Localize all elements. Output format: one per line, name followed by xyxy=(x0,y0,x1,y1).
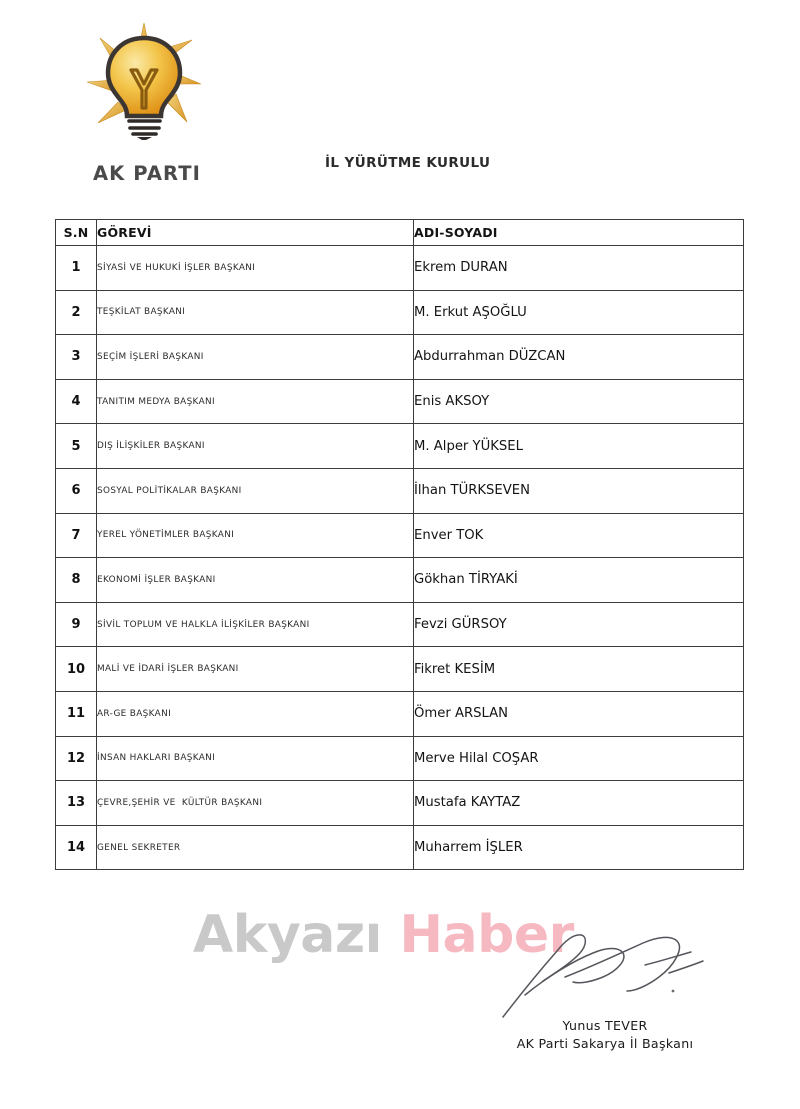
watermark-part-a: Akyazı xyxy=(193,905,400,965)
table-row xyxy=(56,825,744,870)
table-row xyxy=(56,513,744,558)
watermark-part-b: Haber xyxy=(399,905,574,965)
row-role: EKONOMİ İŞLER BAŞKANI xyxy=(97,558,414,603)
column-header-sn: S.N xyxy=(56,220,97,246)
lightbulb-icon xyxy=(84,22,204,140)
row-number: 6 xyxy=(56,468,97,513)
page-title: İL YÜRÜTME KURULU xyxy=(325,155,491,171)
row-role: MALİ VE İDARİ İŞLER BAŞKANI xyxy=(97,647,414,692)
table-header-row xyxy=(56,220,744,246)
table-row xyxy=(56,246,744,291)
row-name: Merve Hilal COŞAR xyxy=(414,736,744,781)
row-role: SOSYAL POLİTİKALAR BAŞKANI xyxy=(97,468,414,513)
row-number: 13 xyxy=(56,781,97,826)
row-role: TEŞKİLAT BAŞKANI xyxy=(97,290,414,335)
row-name: Abdurrahman DÜZCAN xyxy=(414,335,744,380)
row-number: 8 xyxy=(56,558,97,603)
signer-name: Yunus TEVER xyxy=(562,1018,648,1033)
table-row xyxy=(56,290,744,335)
row-role: TANITIM MEDYA BAŞKANI xyxy=(97,379,414,424)
row-role: ÇEVRE,ŞEHİR VE KÜLTÜR BAŞKANI xyxy=(97,781,414,826)
column-header-name: ADI-SOYADI xyxy=(414,220,744,246)
row-number: 1 xyxy=(56,246,97,291)
row-role: SEÇİM İŞLERİ BAŞKANI xyxy=(97,335,414,380)
row-role: İNSAN HAKLARI BAŞKANI xyxy=(97,736,414,781)
row-name: Ekrem DURAN xyxy=(414,246,744,291)
row-role: GENEL SEKRETER xyxy=(97,825,414,870)
table-row xyxy=(56,335,744,380)
table-row xyxy=(56,781,744,826)
row-name: Enver TOK xyxy=(414,513,744,558)
row-number: 9 xyxy=(56,602,97,647)
row-name: Muharrem İŞLER xyxy=(414,825,744,870)
row-number: 2 xyxy=(56,290,97,335)
column-header-role: GÖREVİ xyxy=(97,220,414,246)
row-number: 5 xyxy=(56,424,97,469)
signer-role: AK Parti Sakarya İl Başkanı xyxy=(516,1036,694,1051)
row-role: SİVİL TOPLUM VE HALKLA İLİŞKİLER BAŞKANI xyxy=(97,602,414,647)
table-row xyxy=(56,424,744,469)
row-name: M. Erkut AŞOĞLU xyxy=(414,290,744,335)
row-name: Fikret KESİM xyxy=(414,647,744,692)
row-role: SİYASİ VE HUKUKİ İŞLER BAŞKANI xyxy=(97,246,414,291)
row-name: Ömer ARSLAN xyxy=(414,691,744,736)
table-row xyxy=(56,602,744,647)
row-name: M. Alper YÜKSEL xyxy=(414,424,744,469)
table-row xyxy=(56,558,744,603)
ak-parti-logo xyxy=(72,22,222,185)
row-number: 11 xyxy=(56,691,97,736)
row-role: AR-GE BAŞKANI xyxy=(97,691,414,736)
row-name: Mustafa KAYTAZ xyxy=(414,781,744,826)
signature-block xyxy=(440,1018,770,1051)
party-name-label: AK PARTI xyxy=(92,162,202,185)
row-number: 7 xyxy=(56,513,97,558)
row-role: YEREL YÖNETİMLER BAŞKANI xyxy=(97,513,414,558)
row-name: Enis AKSOY xyxy=(414,379,744,424)
executive-board-table xyxy=(55,219,744,870)
row-number: 10 xyxy=(56,647,97,692)
table-row xyxy=(56,691,744,736)
row-name: Gökhan TİRYAKİ xyxy=(414,558,744,603)
row-name: Fevzi GÜRSOY xyxy=(414,602,744,647)
table-row xyxy=(56,468,744,513)
row-number: 3 xyxy=(56,335,97,380)
row-number: 12 xyxy=(56,736,97,781)
table-row xyxy=(56,379,744,424)
row-name: İlhan TÜRKSEVEN xyxy=(414,468,744,513)
handwritten-signature-icon xyxy=(495,925,725,1020)
row-number: 14 xyxy=(56,825,97,870)
table-row xyxy=(56,736,744,781)
row-number: 4 xyxy=(56,379,97,424)
table-row xyxy=(56,647,744,692)
row-role: DIŞ İLİŞKİLER BAŞKANI xyxy=(97,424,414,469)
